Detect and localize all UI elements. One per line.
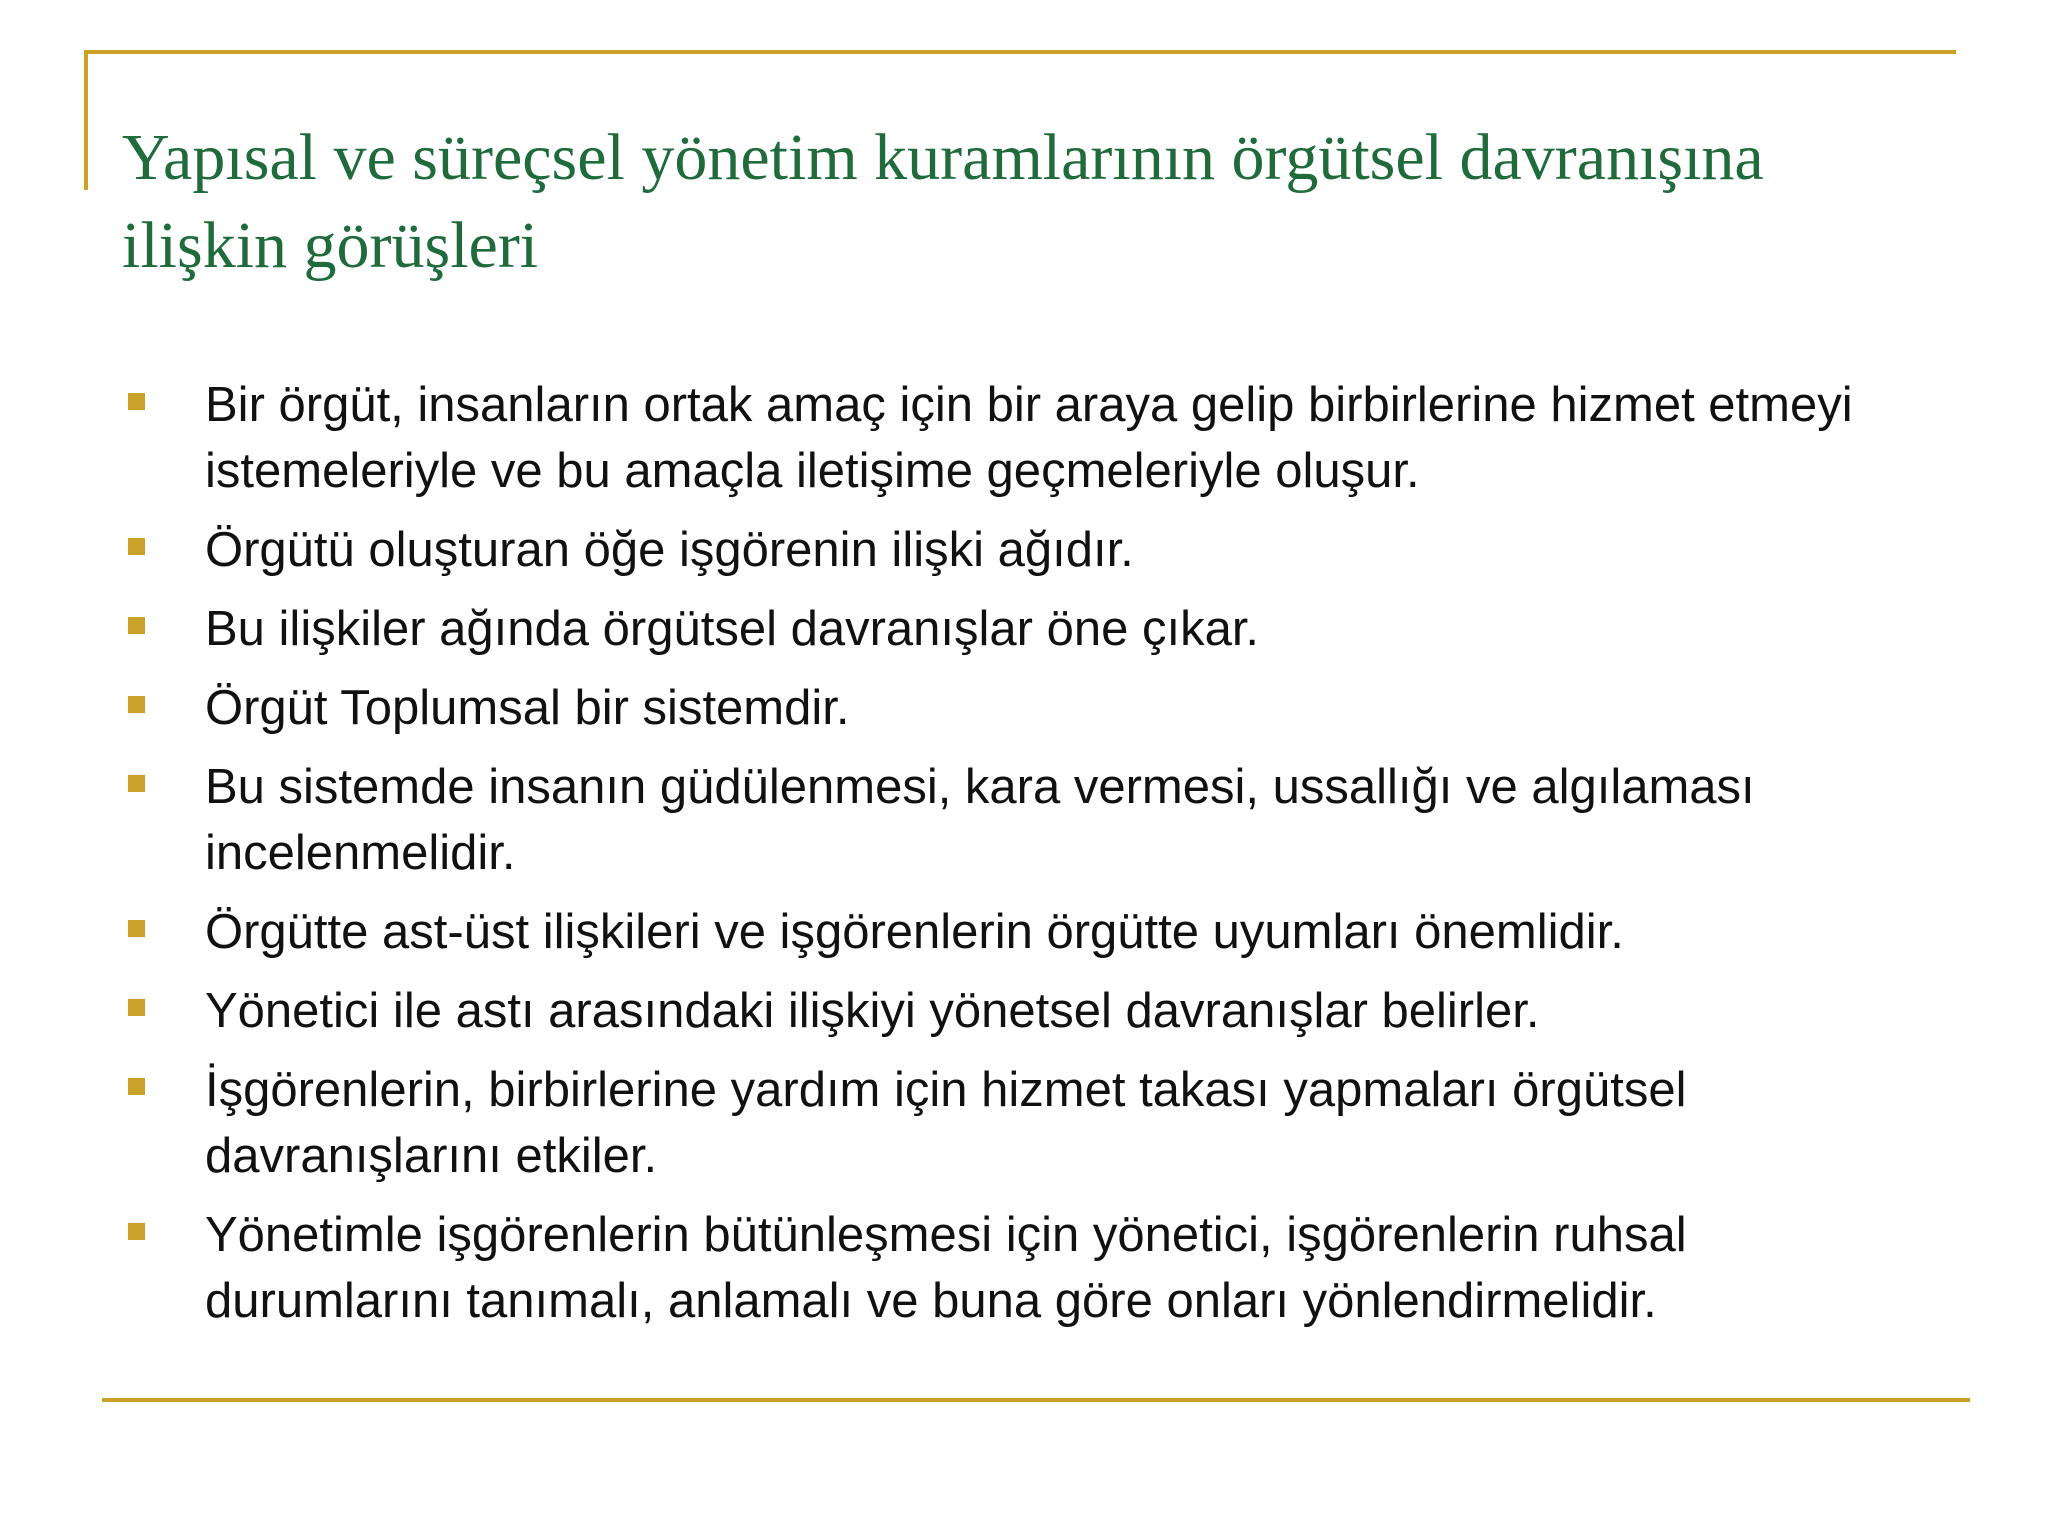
bullet-list <box>122 372 1942 1347</box>
frame-left-rule <box>84 50 88 190</box>
bullet-item <box>122 978 1942 1044</box>
frame-bottom-rule <box>102 1398 1970 1402</box>
bullet-item <box>122 754 1942 886</box>
square-bullet-icon <box>128 1078 145 1095</box>
bullet-text: Bu sistemde insanın güdülenmesi, kara vermesi, ussallığı ve algılaması incelenmelidir. <box>205 760 1755 880</box>
bullet-text: Yönetici ile astı arasındaki ilişkiyi yönetsel davranışlar belirler. <box>205 984 1540 1038</box>
bullet-item <box>122 899 1942 965</box>
square-bullet-icon <box>128 1223 145 1240</box>
bullet-item <box>122 596 1942 662</box>
square-bullet-icon <box>128 538 145 555</box>
square-bullet-icon <box>128 393 145 410</box>
bullet-item <box>122 1057 1942 1189</box>
slide-title: Yapısal ve süreçsel yönetim kuramlarının örgütsel davranışına ilişkin görüşleri <box>122 121 1764 282</box>
bullet-text: Örgütte ast-üst ilişkileri ve işgörenlerin örgütte uyumları önemlidir. <box>205 905 1624 959</box>
bullet-text: Yönetimle işgörenlerin bütünleşmesi için yönetici, işgörenlerin ruhsal durumlarını tanımalı, anlamalı ve buna göre onları yönlendirmelidir. <box>205 1208 1687 1328</box>
square-bullet-icon <box>128 617 145 634</box>
frame-top-rule <box>84 50 1956 54</box>
bullet-item <box>122 675 1942 741</box>
square-bullet-icon <box>128 999 145 1016</box>
bullet-text: Örgütü oluşturan öğe işgörenin ilişki ağıdır. <box>205 523 1134 577</box>
bullet-text: Örgüt Toplumsal bir sistemdir. <box>205 681 850 735</box>
bullet-text: Bu ilişkiler ağında örgütsel davranışlar öne çıkar. <box>205 602 1260 656</box>
square-bullet-icon <box>128 696 145 713</box>
square-bullet-icon <box>128 920 145 937</box>
bullet-item <box>122 372 1942 504</box>
bullet-text: Bir örgüt, insanların ortak amaç için bir araya gelip birbirlerine hizmet etmeyi istemeleriyle ve bu amaçla iletişime geçmeleriyle oluşur. <box>205 378 1853 498</box>
square-bullet-icon <box>128 775 145 792</box>
bullet-text: İşgörenlerin, birbirlerine yardım için hizmet takası yapmaları örgütsel davranışlarını etkiler. <box>205 1063 1687 1183</box>
bullet-item <box>122 1202 1942 1334</box>
bullet-item <box>122 517 1942 583</box>
